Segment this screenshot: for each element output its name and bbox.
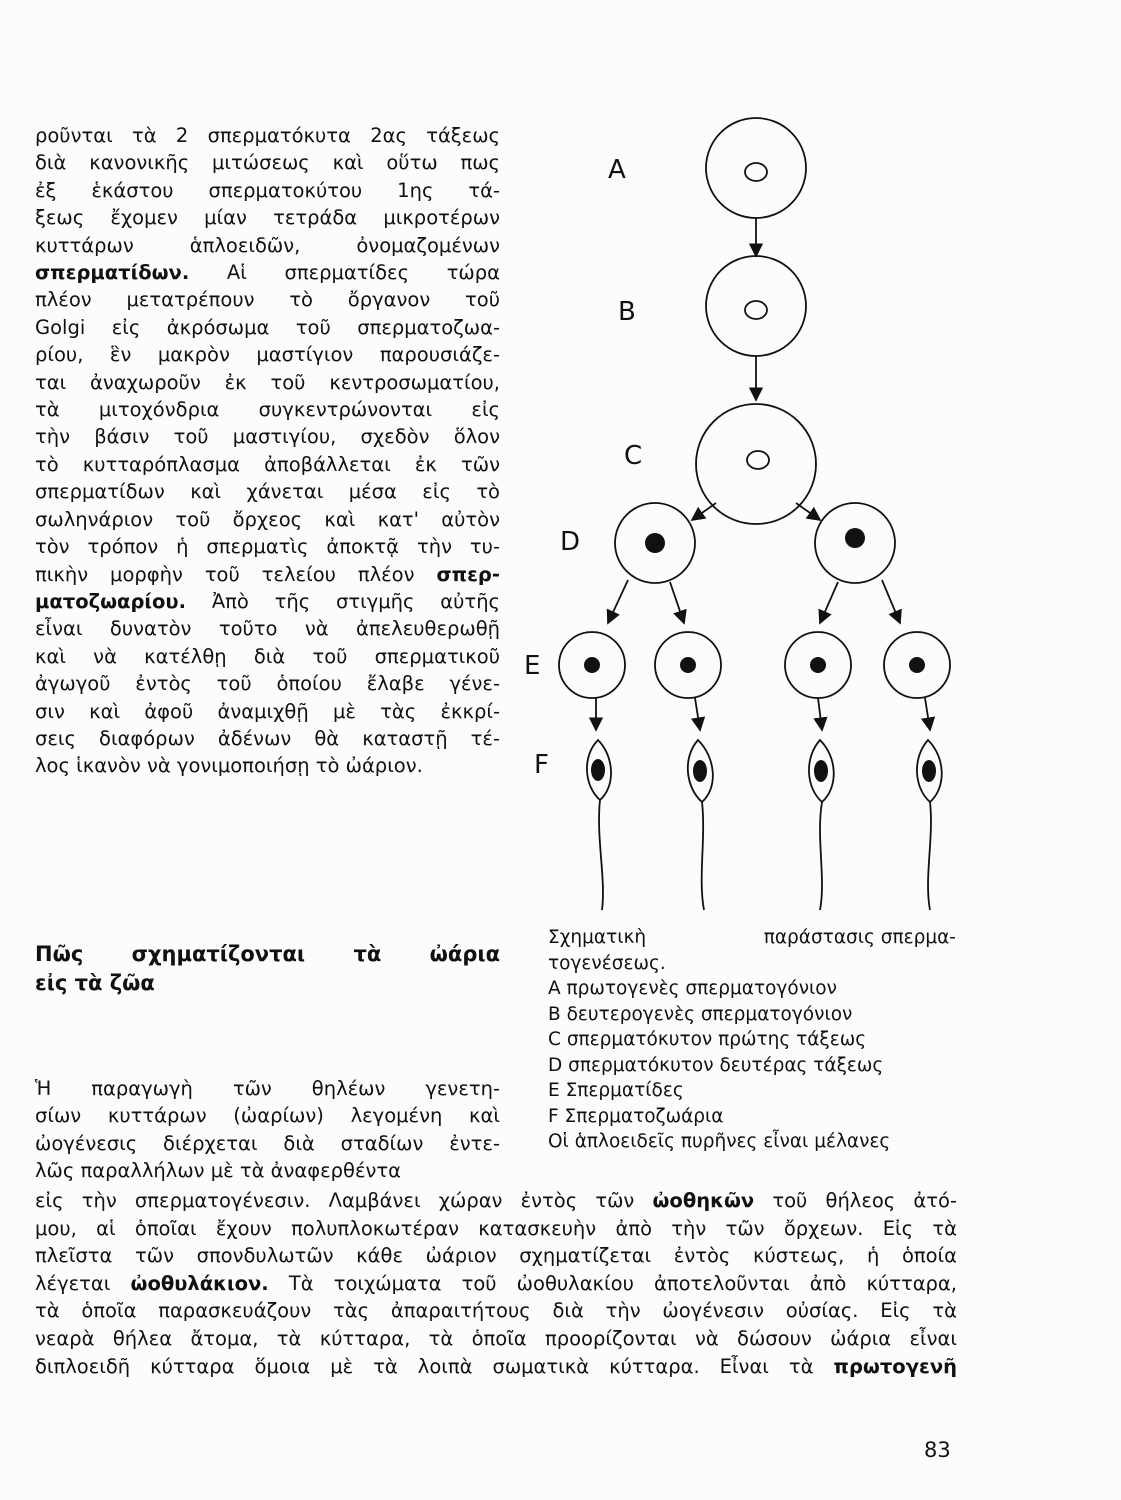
text-line: τὸ κυτταρόπλασμα ἀποβάλλεται ἐκ τῶν [35,452,500,476]
text-run: Ἀπὸ τῆς στιγμῆς αὐτῆς [185,589,500,613]
text-line: Ἡ παραγωγὴ τῶν θηλέων γενετη- [35,1077,500,1100]
bold-term: ὠοθηκῶν [652,1189,755,1212]
arrow-d-e-3 [820,582,838,623]
text-line [35,1187,957,1215]
text-line: κυττάρων ἁπλοειδῶν, ὀνομαζομένων [35,233,500,257]
caption-legend [548,976,956,1129]
text-run: μου, αἱ ὁποῖαι ἔχουν πολυπλοκωτέραν κατασκευὴν ἀπὸ τὴν τῶν ὄρχεων. Εἰς τὰ [35,1216,957,1240]
text-line: σωληνάριον τοῦ ὄρχεος καὶ κατ' αὐτὸν [35,507,500,531]
text-line [35,1325,957,1353]
nucleus-e-3 [810,657,826,673]
arrow-c-d-right [796,503,820,520]
text-line [35,1270,957,1298]
nucleus-c [747,451,769,469]
nucleus-f-3 [814,760,828,782]
nucleus-e-2 [680,657,696,673]
caption-item [548,1053,956,1079]
text-line [35,1242,957,1270]
left-column-top-text [35,122,500,780]
text-run: λέγεται [35,1271,131,1295]
cell-c-primary-spermatocyte [696,404,816,524]
caption-item [548,1104,956,1130]
caption-item [548,1078,956,1104]
text-line: σπερματίδων καὶ χάνεται μέσα εἰς τὸ [35,480,500,504]
text-run: πλεῖστα τῶν σπονδυλωτῶν κάθε ὠάριον σχηματίζεται ἐντὸς κύστεως, ἡ ὁποία [35,1244,957,1268]
caption-item [548,1027,956,1053]
arrow-e-f-4 [925,698,930,730]
text-run: τὰ ὁποῖα παρασκευάζουν τὰς ἀπαραιτήτους διὰ τὴν ὠογένεσιν οὐσίας. Εἰς τὰ [35,1299,957,1323]
caption-item-key: D [548,1054,569,1076]
nucleus-a [745,163,767,181]
text-run: Αἱ σπερματίδες τώρα [189,261,500,285]
nucleus-e-4 [909,657,925,673]
heading-line-1: Πῶς σχηματίζονται τὰ ὠάρια [35,942,500,966]
text-line: καὶ νὰ κατέλθῃ διὰ τοῦ σπερματικοῦ [35,644,500,668]
text-line: ἀγωγοῦ ἐντὸς τοῦ ὁποίου ἔλαβε γένε- [35,672,500,696]
cell-b-secondary-spermatogonium [706,256,806,356]
text-line: διὰ κανονικῆς μιτώσεως καὶ οὕτω πως [35,151,500,175]
label-c: C [624,441,643,471]
section-heading [35,940,500,998]
text-run: τοῦ θήλεος ἀτό- [754,1189,957,1212]
caption-title-left: Σχηματικὴ [548,927,647,948]
text-line: ὠογένεσις διέρχεται διὰ σταδίων ἐντε- [35,1131,500,1155]
nucleus-b [745,301,767,319]
text-run: εἰς τὴν σπερματογένεσιν. Λαμβάνει χώραν ἐντὸς τῶν [35,1189,653,1212]
text-line: εἶναι δυνατὸν τοῦτο νὰ ἀπελευθερωθῇ [35,617,500,641]
left-column-bottom-text [35,1075,500,1185]
text-line: ροῦνται τὰ 2 σπερματόκυτα 2ας τάξεως [35,124,500,147]
nucleus-e-1 [584,657,600,673]
arrow-e-f-3 [818,698,822,730]
caption-item [548,976,956,1002]
cell-a-primary-spermatogonium [706,118,806,218]
caption-item-text: σπερματόκυτον πρώτης τάξεως [566,1029,867,1050]
text-run: Τὰ τοιχώματα τοῦ ὠοθυλακίου ἀποτελοῦνται ἀπὸ κύτταρα, [268,1271,957,1295]
label-b: B [618,297,636,327]
caption-item-key: F [548,1105,565,1127]
caption-item [548,1002,956,1028]
caption-item-text: Σπερματίδες [565,1080,684,1101]
text-line: τὴν βάσιν τοῦ μαστιγίου, σχεδὸν ὅλον [35,425,500,449]
label-a: A [608,155,626,185]
caption-item-key: B [548,1003,567,1025]
full-width-paragraph [35,1187,957,1380]
nucleus-f-4 [922,760,936,782]
text-line: Golgi εἰς ἀκρόσωμα τοῦ σπερματοζωα- [35,315,500,339]
page-number: 83 [924,1438,951,1462]
text-run: πικὴν μορφὴν τοῦ τελείου πλέον [35,562,437,586]
text-line: ρίου, ἓν μακρὸν μαστίγιον παρουσιάζε- [35,343,500,367]
caption-note: Οἱ ἁπλοειδεῖς πυρῆνες εἶναι μέλανες [548,1131,891,1152]
label-d: D [560,527,581,557]
text-line: λος ἱκανὸν νὰ γονιμοποιήσῃ τὸ ὠάριον. [35,754,423,778]
nucleus-d-right [845,528,865,548]
caption-item-text: Σπερματοζωάρια [564,1105,724,1127]
bold-term: σπερ- [436,562,500,586]
bold-term: σπερματίδων. [35,261,190,285]
nucleus-f-2 [693,760,707,782]
caption-item-key: E [548,1080,566,1101]
arrow-d-e-1 [608,580,628,623]
nucleus-d-left [645,533,665,553]
caption-title-line-2: τογενέσεως. [548,952,666,974]
caption-title-line-1 [548,925,956,951]
text-line [35,259,500,286]
bold-term: ματοζωαρίου. [35,589,186,613]
caption-title-right: παράστασις σπερμα- [763,927,956,948]
caption-item-key: C [548,1029,567,1050]
text-line [35,1353,957,1381]
bold-term: πρωτογενῆ [833,1354,957,1378]
text-line: σεις διαφόρων ἀδένων θὰ καταστῇ τέ- [35,726,500,750]
arrow-c-d-left [692,503,716,520]
spermatogenesis-diagram [520,108,960,918]
text-line: λῶς παραλλήλων μὲ τὰ ἀναφερθέντα [35,1159,402,1183]
text-line [35,561,500,588]
text-line: πλέον μετατρέπουν τὸ ὄργανον τοῦ [35,288,500,312]
caption-item-text: δευτερογενὲς σπερματογόνιον [566,1003,853,1025]
heading-line-2: εἰς τὰ ζῶα [35,971,155,995]
text-line [35,1297,957,1325]
arrow-d-e-2 [670,582,684,623]
arrow-d-e-4 [882,580,900,623]
text-run: διπλοειδῆ κύτταρα ὅμοια μὲ τὰ λοιπὰ σωματικὰ κύτταρα. Εἶναι τὰ [35,1354,834,1378]
text-run: νεαρὰ θήλεα ἄτομα, τὰ κύτταρα, τὰ ὁποῖα προορίζονται νὰ δώσουν ὠάρια εἶναι [35,1326,957,1350]
text-line: ἐξ ἑκάστου σπερματοκύτου 1ης τά- [35,178,500,202]
text-line: ται ἀναχωροῦν ἐκ τοῦ κεντροσωματίου, [35,370,500,394]
text-line: σίων κυττάρων (ὠαρίων) λεγομένη καὶ [35,1104,500,1128]
text-line: τὸν τρόπον ἡ σπερματὶς ἀποκτᾷ τὴν τυ- [35,535,500,559]
text-line: ξεως ἔχομεν μίαν τετράδα μικροτέρων [35,206,500,230]
text-line: τὰ μιτοχόνδρια συγκεντρώνονται εἰς [35,398,500,422]
nucleus-f-1 [591,759,605,781]
text-line [35,1215,957,1243]
caption-item-text: σπερματόκυτον δευτέρας τάξεως [568,1054,884,1076]
text-line [35,588,500,615]
caption-item-key: A [548,978,567,999]
bold-term: ὠοθυλάκιον. [130,1271,269,1295]
figure-caption [548,925,956,1155]
label-f: F [534,750,549,780]
text-line: σιν καὶ ἀφοῦ ἀναμιχθῇ μὲ τὰς ἐκκρί- [35,699,500,723]
label-e: E [524,651,541,681]
caption-item-text: πρωτογενὲς σπερματογόνιον [566,978,837,999]
arrow-e-f-2 [695,698,700,730]
